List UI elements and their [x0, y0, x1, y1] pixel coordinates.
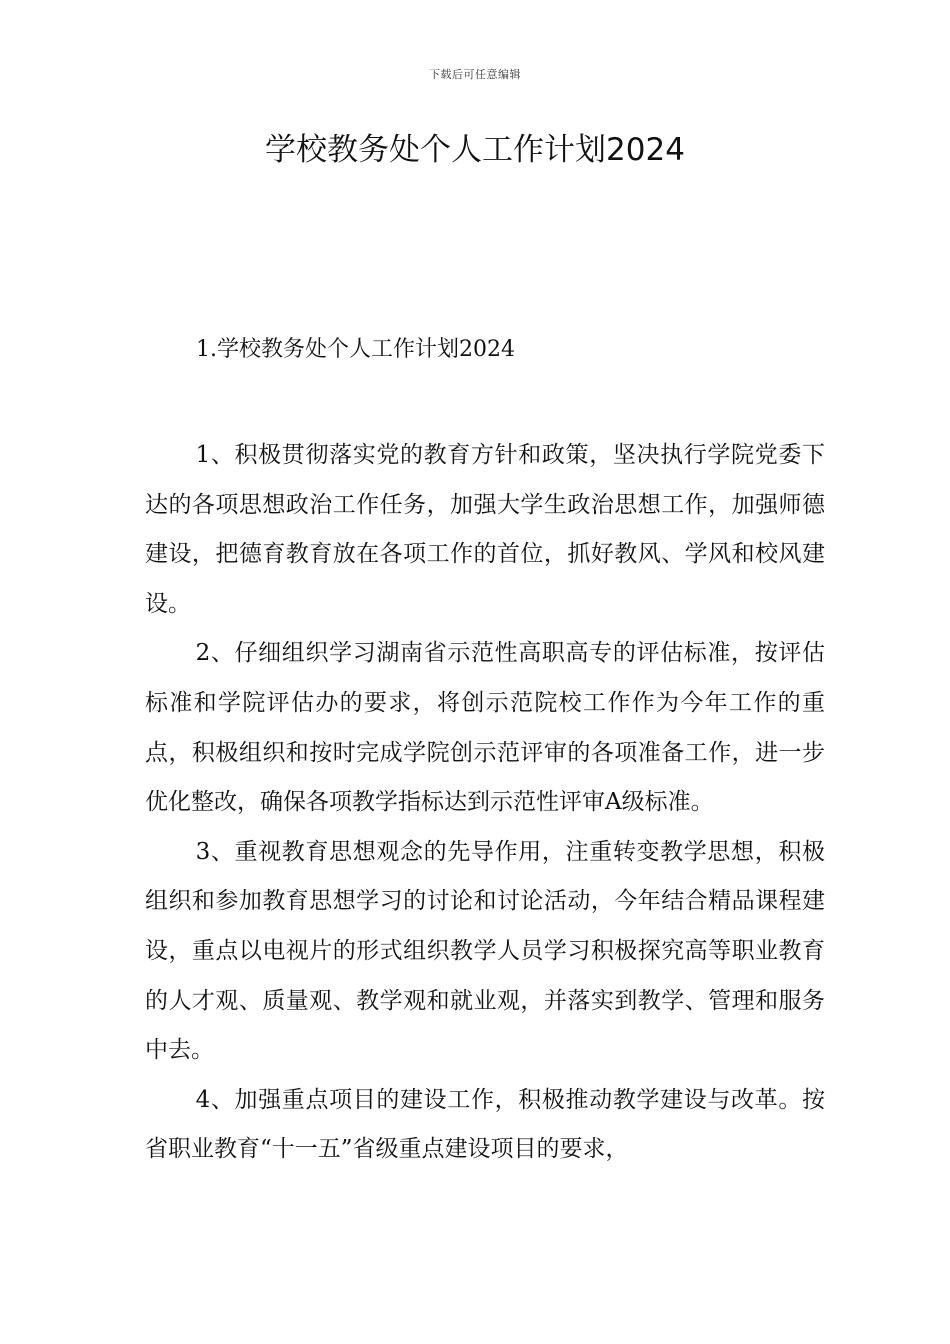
paragraph-3: 3、重视教育思想观念的先导作用，注重转变教学思想，积极组织和参加教育思想学习的讨论和讨论活动，今年结合精品课程建设，重点以电视片的形式组织教学人员学习积极探究高等职业教育的人才观、质量观、教学观和就业观，并落实到教学、管理和服务中去。 — [145, 838, 825, 1064]
paragraph-4: 4、加强重点项目的建设工作，积极推动教学建设与改革。按省职业教育“十一五”省级重点建设项目的要求， — [145, 1086, 825, 1163]
document-body — [145, 431, 825, 1175]
paragraph-2: 2、仔细组织学习湖南省示范性高职高专的评估标准，按评估标准和学院评估办的要求，将创示范院校工作作为今年工作的重点，积极组织和按时完成学院创示范评审的各项准备工作，进一步优化整改，确保各项教学指标达到示范性评审A级标准。 — [145, 640, 825, 816]
header-note: 下载后可任意编辑 — [429, 68, 521, 81]
paragraph-1: 1、积极贯彻落实党的教育方针和政策，坚决执行学院党委下达的各项思想政治工作任务，加强大学生政治思想工作，加强师德建设，把德育教育放在各项工作的首位，抓好教风、学风和校风建设。 — [145, 442, 825, 617]
document-title: 学校教务处个人工作计划2024 — [265, 132, 685, 168]
section-heading: 1.学校教务处个人工作计划2024 — [196, 337, 515, 362]
